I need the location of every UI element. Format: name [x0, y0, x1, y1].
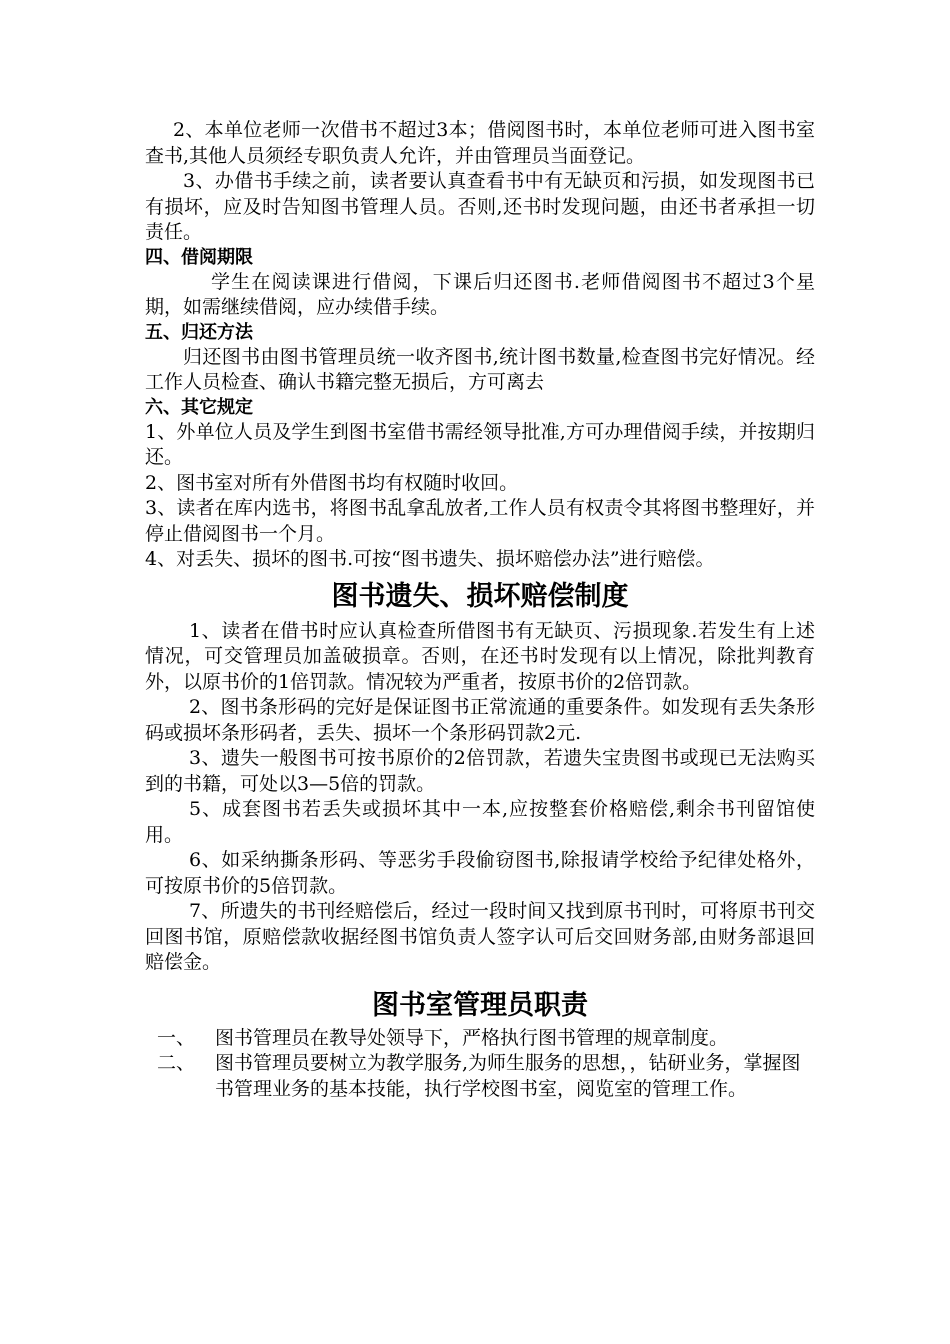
duty-item-1 [145, 1026, 815, 1052]
duty-text: 图书管理员要树立为教学服务,为师生服务的思想，，钻研业务，掌握图书管理业务的基本技能，执行学校图书室，阅览室的管理工作。 [215, 1052, 801, 1100]
heading-other-rules: 六、其它规定 [145, 396, 253, 418]
heading-borrow-period: 四、借阅期限 [145, 246, 253, 268]
compensation-item-2: 2、图书条形码的完好是保证图书正常流通的重要条件。如发现有丢失条形码或损坏条形码者，丢失、损坏一个条形码罚款2元. [145, 696, 815, 744]
other-rule-4: 4、对丢失、损坏的图书.可按“图书遗失、损坏赔偿办法”进行赔偿。 [145, 548, 715, 570]
borrow-rule-2: 2、本单位老师一次借书不超过3本；借阅图书时，本单位老师可进入图书室查书,其他人员须经专职负责人允许，并由管理员当面登记。 [145, 119, 815, 167]
borrow-rule-3: 3、办借书手续之前，读者要认真查看书中有无缺页和污损，如发现图书已有损坏，应及时告知图书管理人员。否则,还书时发现问题，由还书者承担一切责任。 [145, 170, 815, 243]
compensation-item-5: 5、成套图书若丢失或损坏其中一本,应按整套价格赔偿,剩余书刊留馆使用。 [145, 798, 815, 846]
other-rule-2: 2、图书室对所有外借图书均有权随时收回。 [145, 471, 519, 494]
compensation-item-7: 7、所遗失的书刊经赔偿后，经过一段时间又找到原书刊时，可将原书刊交回图书馆，原赔偿款收据经图书馆负责人签字认可后交回财务部,由财务部退回赔偿金。 [145, 900, 815, 973]
duties-title: 图书室管理员职责 [372, 989, 588, 1021]
other-rule-3: 3、读者在库内选书，将图书乱拿乱放者,工作人员有权责令其将图书整理好，并停止借阅图书一个月。 [145, 497, 815, 545]
heading-return-method: 五、归还方法 [145, 321, 253, 343]
borrow-period-text: 学生在阅读课进行借阅，下课后归还图书.老师借阅图书不超过3个星期，如需继续借阅，应办续借手续。 [145, 270, 815, 318]
return-method-text: 归还图书由图书管理员统一收齐图书,统计图书数量,检查图书完好情况。经工作人员检查、确认书籍完整无损后，方可离去 [145, 345, 815, 393]
compensation-title: 图书遗失、损坏赔偿制度 [331, 580, 629, 612]
duty-number: 二、 [157, 1052, 196, 1074]
duty-number: 一、 [157, 1026, 196, 1049]
document-page [145, 118, 815, 1102]
other-rule-1: 1、外单位人员及学生到图书室借书需经领导批准,方可办理借阅手续，并按期归还。 [145, 420, 815, 468]
duty-text: 图书管理员在教导处领导下，严格执行图书管理的规章制度。 [215, 1026, 729, 1049]
compensation-item-1: 1、读者在借书时应认真检查所借图书有无缺页、污损现象.若发生有上述情况，可交管理员加盖破损章。否则，在还书时发现有以上情况，除批判教育外，以原书价的1倍罚款。情况较为严重者，按原书价的2倍罚款。 [145, 619, 815, 693]
compensation-item-6: 6、如采纳撕条形码、等恶劣手段偷窃图书,除报请学校给予纪律处格外，可按原书价的5倍罚款。 [145, 849, 815, 897]
compensation-item-3: 3、遗失一般图书可按书原价的2倍罚款，若遗失宝贵图书或现已无法购买到的书籍，可处以3—5倍的罚款。 [145, 747, 815, 795]
duty-item-2 [145, 1051, 815, 1102]
